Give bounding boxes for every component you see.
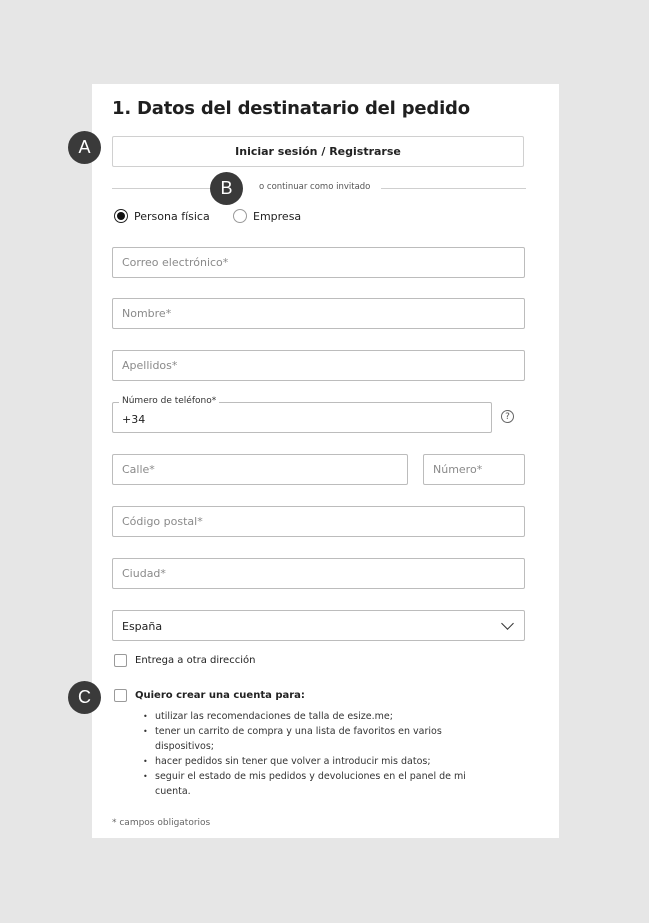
radio-persona-label: Persona física bbox=[134, 209, 210, 223]
guest-divider-text: o continuar como invitado bbox=[259, 182, 371, 192]
country-value: España bbox=[122, 620, 163, 633]
last-name-field[interactable] bbox=[112, 350, 525, 381]
radio-checked-icon[interactable] bbox=[114, 209, 128, 223]
email-field[interactable] bbox=[112, 247, 525, 278]
annotation-marker-a: A bbox=[68, 131, 101, 164]
create-account-checkbox[interactable] bbox=[114, 689, 127, 702]
radio-unchecked-icon[interactable] bbox=[233, 209, 247, 223]
section-title: 1. Datos del destinatario del pedido bbox=[112, 98, 470, 119]
other-address-checkbox-row[interactable] bbox=[114, 654, 255, 668]
postal-code-placeholder: Código postal* bbox=[122, 515, 203, 528]
account-benefits-list bbox=[143, 709, 503, 799]
street-placeholder: Calle* bbox=[122, 463, 155, 476]
phone-label: Número de teléfono* bbox=[119, 396, 219, 406]
radio-empresa-label: Empresa bbox=[253, 209, 302, 223]
phone-field[interactable] bbox=[112, 396, 492, 433]
phone-value: +34 bbox=[122, 413, 146, 426]
last-name-placeholder: Apellidos* bbox=[122, 359, 178, 372]
annotation-marker-c: C bbox=[68, 681, 101, 714]
first-name-field[interactable] bbox=[112, 298, 525, 329]
create-account-label: Quiero crear una cuenta para: bbox=[135, 690, 305, 701]
list-item: • utilizar las recomendaciones de talla de esize.me; bbox=[143, 709, 503, 724]
create-account-checkbox-row[interactable] bbox=[114, 689, 305, 703]
help-icon[interactable]: ? bbox=[501, 410, 514, 423]
divider-right bbox=[381, 188, 526, 189]
list-item: • hacer pedidos sin tener que volver a introducir mis datos; bbox=[143, 754, 503, 769]
chevron-down-icon bbox=[501, 617, 514, 630]
list-item: • tener un carrito de compra y una lista de favoritos en varios dispositivos; bbox=[143, 724, 503, 754]
city-field[interactable] bbox=[112, 558, 525, 589]
house-number-placeholder: Número* bbox=[433, 463, 483, 476]
annotation-marker-b: B bbox=[210, 172, 243, 205]
city-placeholder: Ciudad* bbox=[122, 567, 166, 580]
street-field[interactable] bbox=[112, 454, 408, 485]
house-number-field[interactable] bbox=[423, 454, 525, 485]
country-select[interactable] bbox=[112, 610, 525, 641]
other-address-label: Entrega a otra dirección bbox=[135, 655, 256, 666]
radio-empresa[interactable] bbox=[233, 209, 301, 223]
email-placeholder: Correo electrónico* bbox=[122, 256, 229, 269]
list-item: • seguir el estado de mis pedidos y devoluciones en el panel de mi cuenta. bbox=[143, 769, 503, 799]
required-fields-note: * campos obligatorios bbox=[112, 818, 211, 828]
radio-persona-fisica[interactable] bbox=[114, 209, 210, 223]
first-name-placeholder: Nombre* bbox=[122, 307, 172, 320]
other-address-checkbox[interactable] bbox=[114, 654, 127, 667]
divider-left bbox=[112, 188, 210, 189]
postal-code-field[interactable] bbox=[112, 506, 525, 537]
login-register-button[interactable]: Iniciar sesión / Registrarse bbox=[112, 136, 524, 167]
